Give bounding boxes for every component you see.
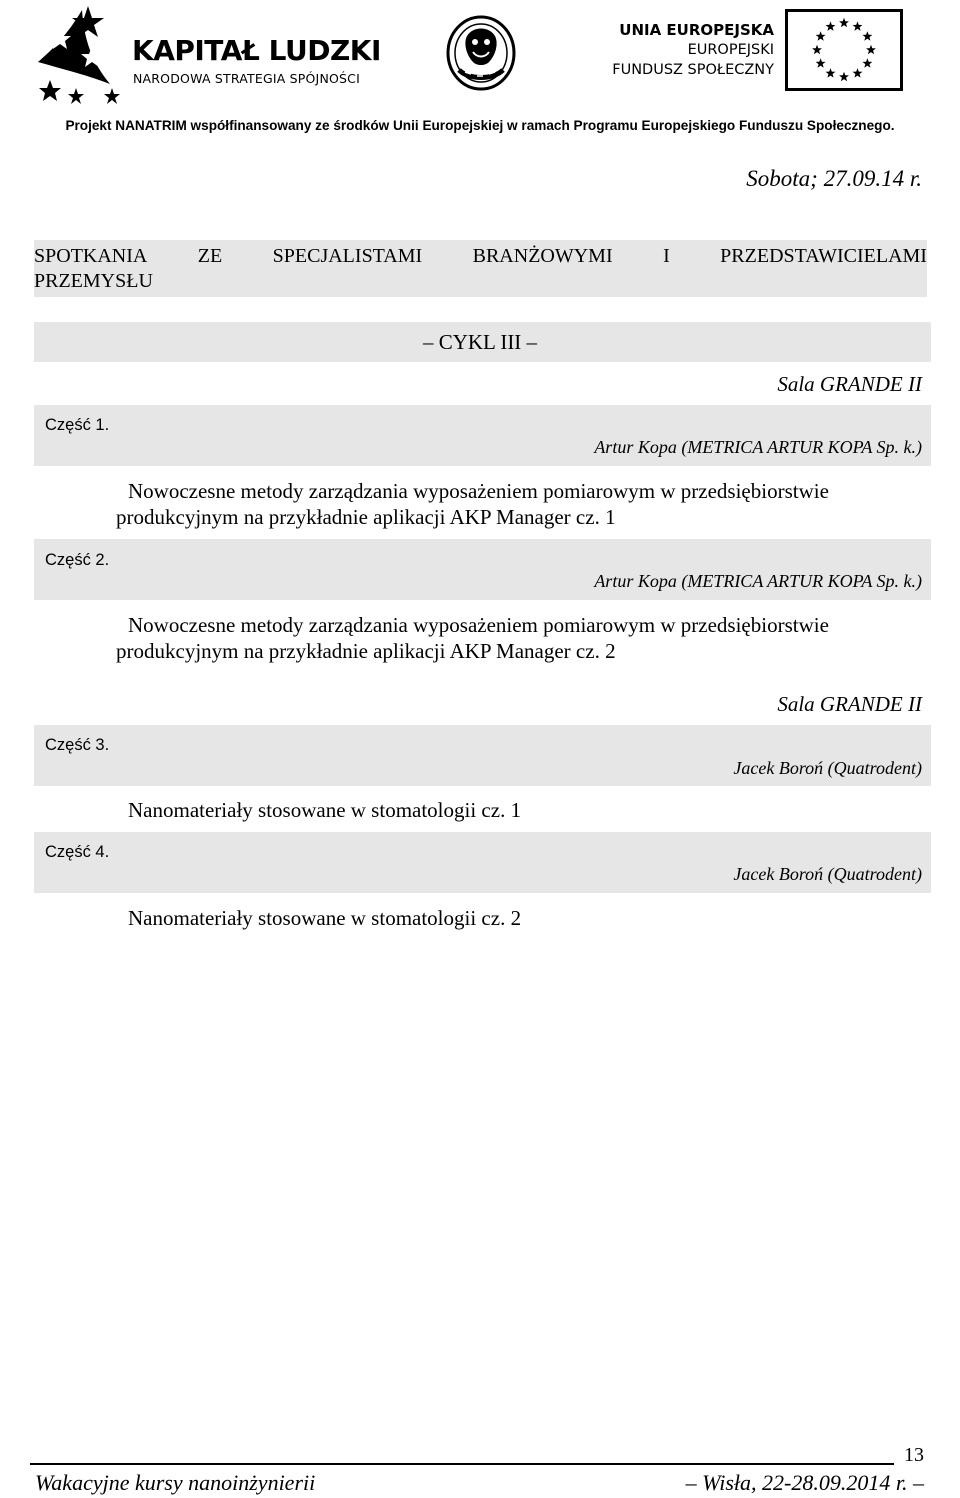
talk-title: Nanomateriały stosowane w stomatologii cz. 1 xyxy=(128,798,522,822)
cycle-title: – CYKL III – xyxy=(422,330,538,354)
ue-line-1: UNIA EUROPEJSKA xyxy=(619,21,774,39)
kapital-ludzki-subtitle: NARODOWA STRATEGIA SPÓJNOŚCI xyxy=(133,71,360,86)
talk-title: Nowoczesne metody zarządzania wyposażeniem pomiarowym w przedsiębiorstwie produkcyjnym na przykładnie aplikacji AKP Manager cz. 2 xyxy=(116,613,829,663)
footer-location-date: – Wisła, 22-28.09.2014 r. – xyxy=(685,1470,924,1495)
section-heading xyxy=(34,240,927,297)
speaker-name: Artur Kopa (METRICA ARTUR KOPA Sp. k.) xyxy=(594,437,922,457)
heading-word: SPOTKANIA xyxy=(34,245,148,267)
kapital-ludzki-stars-icon xyxy=(32,4,132,108)
event-date: Sobota; 27.09.14 r. xyxy=(746,166,922,191)
university-emblem-icon xyxy=(445,14,517,92)
unia-europejska-text xyxy=(606,20,774,80)
footer-divider xyxy=(30,1463,894,1465)
footer-course-name: Wakacyjne kursy nanoinżynierii xyxy=(35,1470,316,1495)
ue-line-2: EUROPEJSKI xyxy=(687,42,774,58)
kapital-ludzki-title: KAPITAŁ LUDZKI xyxy=(132,34,381,67)
room-label: Sala GRANDE II xyxy=(777,692,922,716)
heading-word: ZE xyxy=(197,245,223,267)
part-label: Część 3. xyxy=(45,736,110,754)
heading-word: PRZEDSTAWICIELAMI xyxy=(720,245,927,267)
eu-flag-icon xyxy=(785,9,903,91)
talk-title: Nanomateriały stosowane w stomatologii cz. 2 xyxy=(128,906,522,930)
project-cofinancing-line: Projekt NANATRIM współfinansowany ze środków Unii Europejskiej w ramach Programu Europejskiego Funduszu Społecznego. xyxy=(65,118,895,133)
kapital-ludzki-logo xyxy=(32,4,381,104)
part-label: Część 2. xyxy=(45,551,110,569)
part-label: Część 4. xyxy=(45,843,110,861)
ue-line-3: FUNDUSZ SPOŁECZNY xyxy=(612,62,774,78)
part-label: Część 1. xyxy=(45,416,110,434)
room-label: Sala GRANDE II xyxy=(777,372,922,396)
heading-word: I xyxy=(663,245,670,267)
speaker-name: Artur Kopa (METRICA ARTUR KOPA Sp. k.) xyxy=(594,571,922,591)
section-heading-line-1 xyxy=(34,244,927,268)
speaker-name: Jacek Boroń (Quatrodent) xyxy=(733,864,922,884)
heading-word: SPECJALISTAMI xyxy=(272,245,423,267)
speaker-name: Jacek Boroń (Quatrodent) xyxy=(733,758,922,778)
page-number: 13 xyxy=(904,1444,924,1466)
heading-word: BRANŻOWYMI xyxy=(472,245,613,267)
talk-title: Nowoczesne metody zarządzania wyposażeniem pomiarowym w przedsiębiorstwie produkcyjnym na przykładnie aplikacji AKP Manager cz. 1 xyxy=(116,479,829,529)
section-heading-line-2: PRZEMYSŁU xyxy=(34,270,153,292)
